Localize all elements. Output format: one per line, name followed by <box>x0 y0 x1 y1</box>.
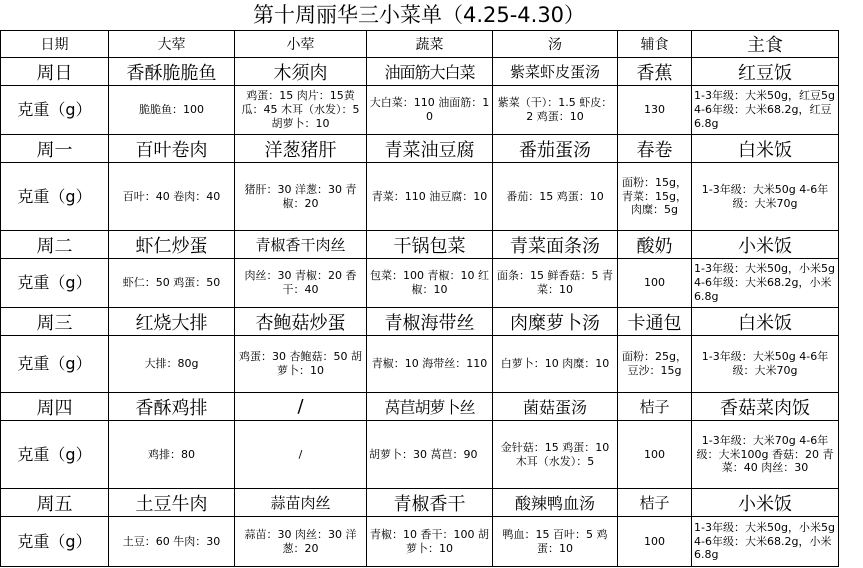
dish-cell: 油面筋大白菜 <box>367 58 493 86</box>
header-vegetable: 蔬菜 <box>367 31 493 58</box>
weight-cell: 100 <box>618 421 692 489</box>
dish-cell: 小米饭 <box>692 489 839 517</box>
dish-cell: 蒜苗肉丝 <box>235 489 367 517</box>
weight-label: 克重（g） <box>1 86 109 135</box>
weight-label: 克重（g） <box>1 259 109 308</box>
dish-cell: 卡通包 <box>618 308 692 336</box>
weight-cell: 1-3年级：大米50g 4-6年级：大米70g <box>692 163 839 231</box>
weight-label: 克重（g） <box>1 517 109 567</box>
weight-cell: / <box>235 421 367 489</box>
header-date: 日期 <box>1 31 109 58</box>
weight-row <box>1 163 839 231</box>
day-row <box>1 58 839 86</box>
dish-cell: 番茄蛋汤 <box>493 135 618 163</box>
weight-row <box>1 86 839 135</box>
header-soup: 汤 <box>493 31 618 58</box>
weight-cell: 1-3年级：大米70g 4-6年级：大米100g 香菇：20 青菜：40 肉丝：30 <box>692 421 839 489</box>
dish-cell: 香菇菜肉饭 <box>692 393 839 421</box>
menu-title: 第十周丽华三小菜单（4.25-4.30） <box>252 3 586 27</box>
weight-cell: 包菜：100 青椒：10 红椒：10 <box>367 259 493 308</box>
dish-cell: 干锅包菜 <box>367 231 493 259</box>
weight-label: 克重（g） <box>1 421 109 489</box>
dish-cell: 桔子 <box>618 489 692 517</box>
weight-cell: 白萝卜：10 肉糜：10 <box>493 336 618 393</box>
weight-cell: 1-3年级：大米50g，红豆5g 4-6年级：大米68.2g，红豆6.8g <box>692 86 839 135</box>
weight-row <box>1 517 839 567</box>
weight-cell: 猪肝：30 洋葱：30 青椒：20 <box>235 163 367 231</box>
day-row <box>1 308 839 336</box>
header-big-meat: 大荤 <box>109 31 235 58</box>
weight-row <box>1 259 839 308</box>
weight-cell: 紫菜（干）：1.5 虾皮：2 鸡蛋：10 <box>493 86 618 135</box>
header-row <box>1 31 839 58</box>
dish-cell: 酸辣鸭血汤 <box>493 489 618 517</box>
weight-cell: 肉丝：30 青椒：20 香干：40 <box>235 259 367 308</box>
day-label: 周五 <box>1 489 109 517</box>
weight-cell: 大白菜：110 油面筋：10 <box>367 86 493 135</box>
day-row <box>1 489 839 517</box>
dish-cell: 红豆饭 <box>692 58 839 86</box>
weight-cell: 蒜苗：30 肉丝：30 洋葱：20 <box>235 517 367 567</box>
dish-cell: 桔子 <box>618 393 692 421</box>
weight-cell: 1-3年级：大米50g 4-6年级：大米70g <box>692 336 839 393</box>
day-label: 周一 <box>1 135 109 163</box>
weight-cell: 100 <box>618 259 692 308</box>
weight-cell: 番茄：15 鸡蛋：10 <box>493 163 618 231</box>
dish-cell: 青椒香干 <box>367 489 493 517</box>
weight-row <box>1 421 839 489</box>
dish-cell: 土豆牛肉 <box>109 489 235 517</box>
day-row <box>1 135 839 163</box>
weight-cell: 130 <box>618 86 692 135</box>
dish-cell: 虾仁炒蛋 <box>109 231 235 259</box>
dish-cell: 菌菇蛋汤 <box>493 393 618 421</box>
weight-cell: 鸡蛋：30 杏鲍菇：50 胡萝卜：10 <box>235 336 367 393</box>
dish-cell: 青菜油豆腐 <box>367 135 493 163</box>
weight-cell: 虾仁：50 鸡蛋：50 <box>109 259 235 308</box>
menu-table <box>0 30 839 567</box>
day-label: 周三 <box>1 308 109 336</box>
dish-cell: 白米饭 <box>692 135 839 163</box>
weight-label: 克重（g） <box>1 163 109 231</box>
dish-cell: 莴苣胡萝卜丝 <box>367 393 493 421</box>
header-staple: 主食 <box>692 31 839 58</box>
weight-cell: 金针菇：15 鸡蛋：10 木耳（水发）：5 <box>493 421 618 489</box>
dish-cell: 香蕉 <box>618 58 692 86</box>
dish-cell: 香酥脆脆鱼 <box>109 58 235 86</box>
weight-cell: 青椒：10 海带丝：110 <box>367 336 493 393</box>
dish-cell: 杏鲍菇炒蛋 <box>235 308 367 336</box>
dish-cell: 木须肉 <box>235 58 367 86</box>
weight-cell: 青椒：10 香干：100 胡萝卜：10 <box>367 517 493 567</box>
weight-cell: 胡萝卜：30 莴苣：90 <box>367 421 493 489</box>
day-row <box>1 393 839 421</box>
weight-label: 克重（g） <box>1 336 109 393</box>
dish-cell: 青椒香干肉丝 <box>235 231 367 259</box>
header-side: 辅食 <box>618 31 692 58</box>
weight-cell: 100 <box>618 517 692 567</box>
dish-cell: 红烧大排 <box>109 308 235 336</box>
dish-cell: 紫菜虾皮蛋汤 <box>493 58 618 86</box>
day-label: 周二 <box>1 231 109 259</box>
day-label: 周日 <box>1 58 109 86</box>
weight-cell: 土豆：60 牛肉：30 <box>109 517 235 567</box>
day-row <box>1 231 839 259</box>
dish-cell: 百叶卷肉 <box>109 135 235 163</box>
dish-cell: 青椒海带丝 <box>367 308 493 336</box>
dish-cell: 青菜面条汤 <box>493 231 618 259</box>
weight-cell: 鸡蛋：15 肉片：15黄瓜：45 木耳（水发）：5 胡萝卜：10 <box>235 86 367 135</box>
weight-cell: 鸡排：80 <box>109 421 235 489</box>
weight-cell: 1-3年级：大米50g，小米5g 4-6年级：大米68.2g，小米6.8g <box>692 259 839 308</box>
dish-cell: / <box>235 393 367 421</box>
weight-cell: 青菜：110 油豆腐：10 <box>367 163 493 231</box>
dish-cell: 春卷 <box>618 135 692 163</box>
dish-cell: 肉糜萝卜汤 <box>493 308 618 336</box>
dish-cell: 小米饭 <box>692 231 839 259</box>
header-small-meat: 小荤 <box>235 31 367 58</box>
weight-cell: 1-3年级：大米50g，小米5g 4-6年级：大米68.2g，小米6.8g <box>692 517 839 567</box>
weight-cell: 大排：80g <box>109 336 235 393</box>
weight-cell: 面粉：15g，青菜：15g，肉糜：5g <box>618 163 692 231</box>
weight-cell: 鸭血：15 百叶：5 鸡蛋：10 <box>493 517 618 567</box>
weight-cell: 百叶：40 卷肉：40 <box>109 163 235 231</box>
dish-cell: 香酥鸡排 <box>109 393 235 421</box>
dish-cell: 酸奶 <box>618 231 692 259</box>
dish-cell: 洋葱猪肝 <box>235 135 367 163</box>
weight-cell: 面粉：25g，豆沙：15g <box>618 336 692 393</box>
dish-cell: 白米饭 <box>692 308 839 336</box>
day-label: 周四 <box>1 393 109 421</box>
weight-row <box>1 336 839 393</box>
weight-cell: 面条：15 鲜香菇：5 青菜：10 <box>493 259 618 308</box>
weight-cell: 脆脆鱼：100 <box>109 86 235 135</box>
